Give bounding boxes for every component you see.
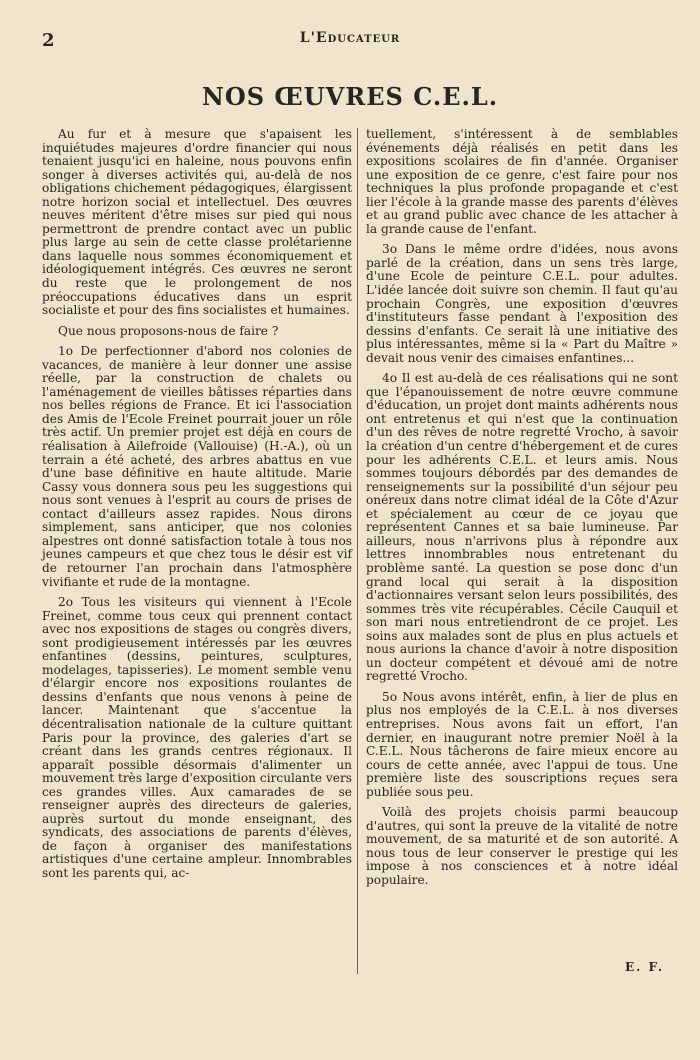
right-column	[366, 128, 678, 895]
page-number: 2	[42, 30, 55, 51]
paragraph-question: Que nous proposons-nous de faire ?	[58, 323, 279, 338]
paragraph-point-1: 1o De perfectionner d'abord nos colonies de vacances, de manière à leur donner une assise réelle, par la construction de chalets ou l'aménagement de vieilles bâtisses réparties dans nos belles régions de France. Et ici l'association des Amis de l'Ecole Freinet pourrait jouer un rôle très actif. Un premier projet est déjà en cours de réalisation à Ailefroide (Vallouise) (H.-A.), où un terrain a été acheté, des arbres abattus en vue d'une base définitive en haute altitude. Marie Cassy vous donnera sous peu les suggestions qui nous sont venues à l'esprit au cours de prises de contact d'ailleurs assez rapides. Nous dirons simplement, sans anticiper, que nos colonies alpestres ont donné satisfaction totale à tous nos jeunes campeurs et que chez tous le désir est vif de retourner l'an prochain dans l'atmosphère vivifiante et rude de la montagne.	[42, 344, 352, 589]
column-divider	[357, 128, 358, 974]
paragraph-point-2: 2o Tous les visiteurs qui viennent à l'Ecole Freinet, comme tous ceux qui prennent contact avec nos expositions de stages ou congrès divers, sont prodigieusement intéressés par les œuvres enfantines (dessins, peintures, sculptures, modelages, tapisseries). Le moment semble venu d'élargir encore nos expositions roulantes de dessins d'enfants que nous venons à peine de lancer. Maintenant que s'accentue la décentralisation nationale de la culture quittant Paris pour la province, des galeries d'art se créant dans les grands centres régionaux. Il apparaît possible désormais d'alimenter un mouvement très large d'exposition circulante vers ces grandes villes. Aux camarades de se renseigner auprès des directeurs de galeries, auprès surtout du monde enseignant, des syndicats, des associations de parents d'élèves, de façon à organiser des manifestations artistiques d'une certaine ampleur. Innombrables sont les parents qui, ac-	[42, 595, 352, 880]
left-column	[42, 128, 352, 888]
paragraph-intro: Au fur et à mesure que s'apaisent les inquiétudes majeures d'ordre financier qui nous tenaient jusqu'ici en haleine, nous pouvons enfin songer à diverses activités qui, au-delà de nos obligations chichement pédagogiques, élargissent notre horizon social et intellectuel. Des œuvres neuves méritent d'être mises sur pied qui nous permettront de prendre contact avec un public plus large au sein de cette classe prolétarienne dans laquelle nous sommes économiquement et idéologiquement intégrés. Ces œuvres ne seront du reste que le prolongement de nos préoccupations éducatives dans un esprit socialiste et pour des fins socialistes et humaines.	[42, 127, 352, 318]
article-title: NOS ŒUVRES C.E.L.	[201, 82, 499, 111]
paragraph-point-2-continued: tuellement, s'intéressent à de semblables événements déjà réalisés en petit dans les expositions scolaires de fin d'année. Organiser une exposition de ce genre, c'est faire pour nos techniques la plus profonde propagande et c'est lier l'école à la grande masse des parents d'élèves et au grand public avec chance de les attacher à la grande cause de l'enfant.	[366, 127, 678, 236]
paragraph-point-3: 3o Dans le même ordre d'idées, nous avons parlé de la création, dans un sens très large, d'une Ecole de peinture C.E.L. pour adultes. L'idée lancée doit suivre son chemin. Il faut qu'au prochain Congrès, une exposition d'œuvres d'instituteurs fasse pendant à l'exposition des dessins d'enfants. Ce serait là une initiative des plus intéressantes, même si la « Part du Maître » devait nous venir des cimaises enfantines...	[366, 242, 678, 365]
paragraph-point-5: 5o Nous avons intérêt, enfin, à lier de plus en plus nos employés de la C.E.L. à nos diverses entreprises. Nous avons fait un effort, l'an dernier, en inaugurant notre premier Noël à la C.E.L. Nous tâcherons de faire mieux encore au cours de cette année, avec l'appui de tous. Une première liste des souscriptions reçues sera publiée sous peu.	[366, 689, 678, 799]
signature: E. F.	[625, 960, 664, 974]
paragraph-point-4: 4o Il est au-delà de ces réalisations qui ne sont que l'épanouissement de notre œuvre commune d'éducation, un projet dont maints adhérents nous ont entretenus et qui n'est que la continuation d'un des rêves de notre regretté Vrocho, à savoir la création d'un centre d'hébergement et de cures pour les adhérents C.E.L. et leurs amis. Nous sommes toujours débordés par des demandes de renseignements sur la possibilité d'un séjour peu onéreux dans notre climat idéal de la Côte d'Azur et spécialement au cœur de ce joyau que représentent Cannes et sa baie lumineuse. Par ailleurs, nous n'arrivons plus à répondre aux lettres innombrables nous entretenant du problème santé. La question se pose donc d'un grand local qui serait à la disposition d'actionnaires versant selon leurs possibilités, des sommes très vite récupérables. Cécile Cauquil et son mari nous entretiendront de ce projet. Les soins aux malades sont de plus en plus actuels et nous aurions la chance d'avoir à notre disposition un docteur compétent et dévoué ami de notre regretté Vrocho.	[366, 371, 678, 684]
paragraph-conclusion: Voilà des projets choisis parmi beaucoup d'autres, qui sont la preuve de la vitalité de notre mouvement, de sa maturité et de son autorité. A nous tous de leur conserver le prestige qui les impose à nos consciences et à notre idéal populaire.	[366, 805, 678, 887]
running-head: L'Educateur	[299, 30, 401, 46]
